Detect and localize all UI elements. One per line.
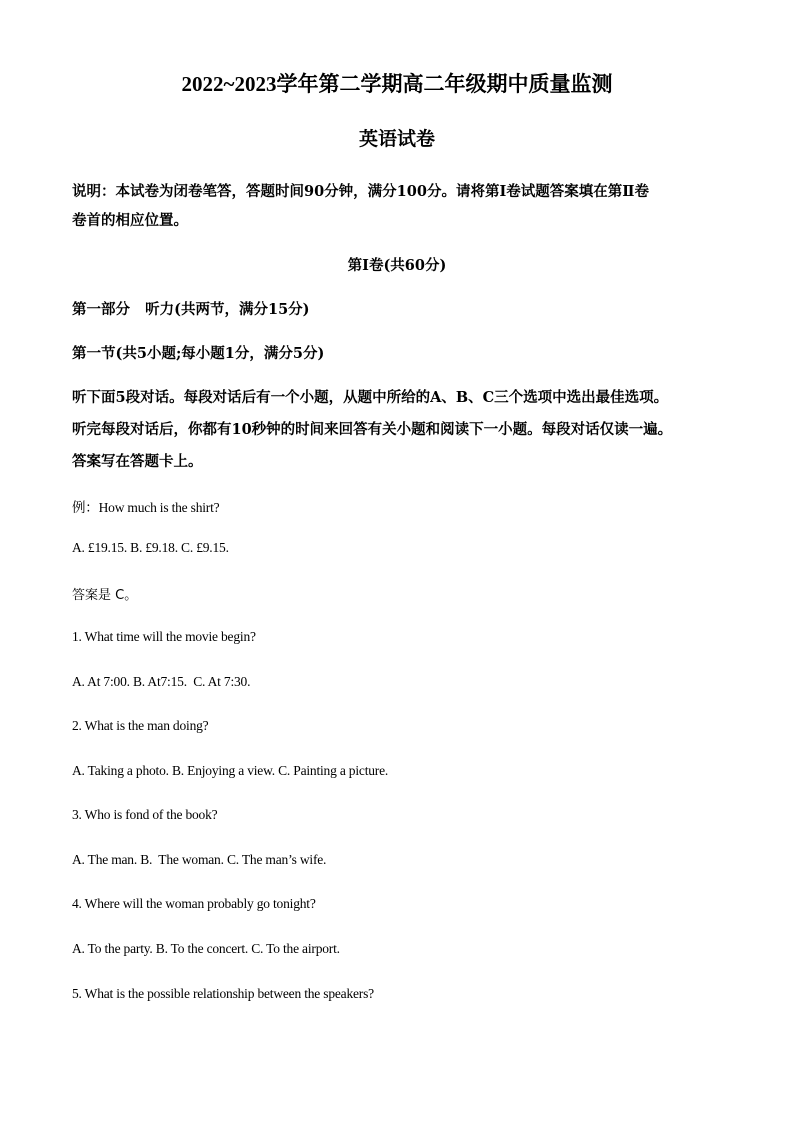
exam-title: 2022~2023学年第二学期高二年级期中质量监测 xyxy=(181,72,613,96)
directions-line-3: 答案写在答题卡上。 xyxy=(72,453,203,470)
instructions-line-2: 卷首的相应位置。 xyxy=(72,212,188,229)
question-3: 3. Who is fond of the book? xyxy=(72,807,218,822)
section-heading: 第Ⅰ卷(共60分) xyxy=(347,257,447,274)
question-3-options: A. The man. B. The woman. C. The man’s wife. xyxy=(72,852,327,867)
example-question: 例：How much is the shirt? xyxy=(72,500,220,515)
question-5: 5. What is the possible relationship between the speakers? xyxy=(72,986,374,1001)
example-options: A. £19.15. B. £9.18. C. £9.15. xyxy=(72,540,229,555)
question-1: 1. What time will the movie begin? xyxy=(72,629,256,644)
directions-line-1: 听下面5段对话。每段对话后有一个小题，从题中所给的A、B、C三个选项中选出最佳选项。 xyxy=(72,389,669,406)
directions-line-2: 听完每段对话后，你都有10秒钟的时间来回答有关小题和阅读下一小题。每段对话仅读一遍。 xyxy=(72,421,673,438)
question-2-options: A. Taking a photo. B. Enjoying a view. C. Painting a picture. xyxy=(72,763,389,778)
subsection1-heading: 第一节(共5小题;每小题1分，满分5分) xyxy=(72,345,325,362)
question-4: 4. Where will the woman probably go tonight? xyxy=(72,896,316,911)
question-4-options: A. To the party. B. To the concert. C. To the airport. xyxy=(72,941,340,956)
instructions-line-1: 说明：本试卷为闭卷笔答，答题时间90分钟，满分100分。请将第Ⅰ卷试题答案填在第Ⅱ卷 xyxy=(72,183,649,200)
question-2: 2. What is the man doing? xyxy=(72,718,209,733)
question-1-options: A. At 7:00. B. At7:15. C. At 7:30. xyxy=(72,674,251,689)
part1-heading: 第一部分 听力(共两节，满分15分) xyxy=(72,301,310,318)
example-answer: 答案是 C。 xyxy=(72,588,138,603)
exam-subtitle: 英语试卷 xyxy=(358,128,435,150)
